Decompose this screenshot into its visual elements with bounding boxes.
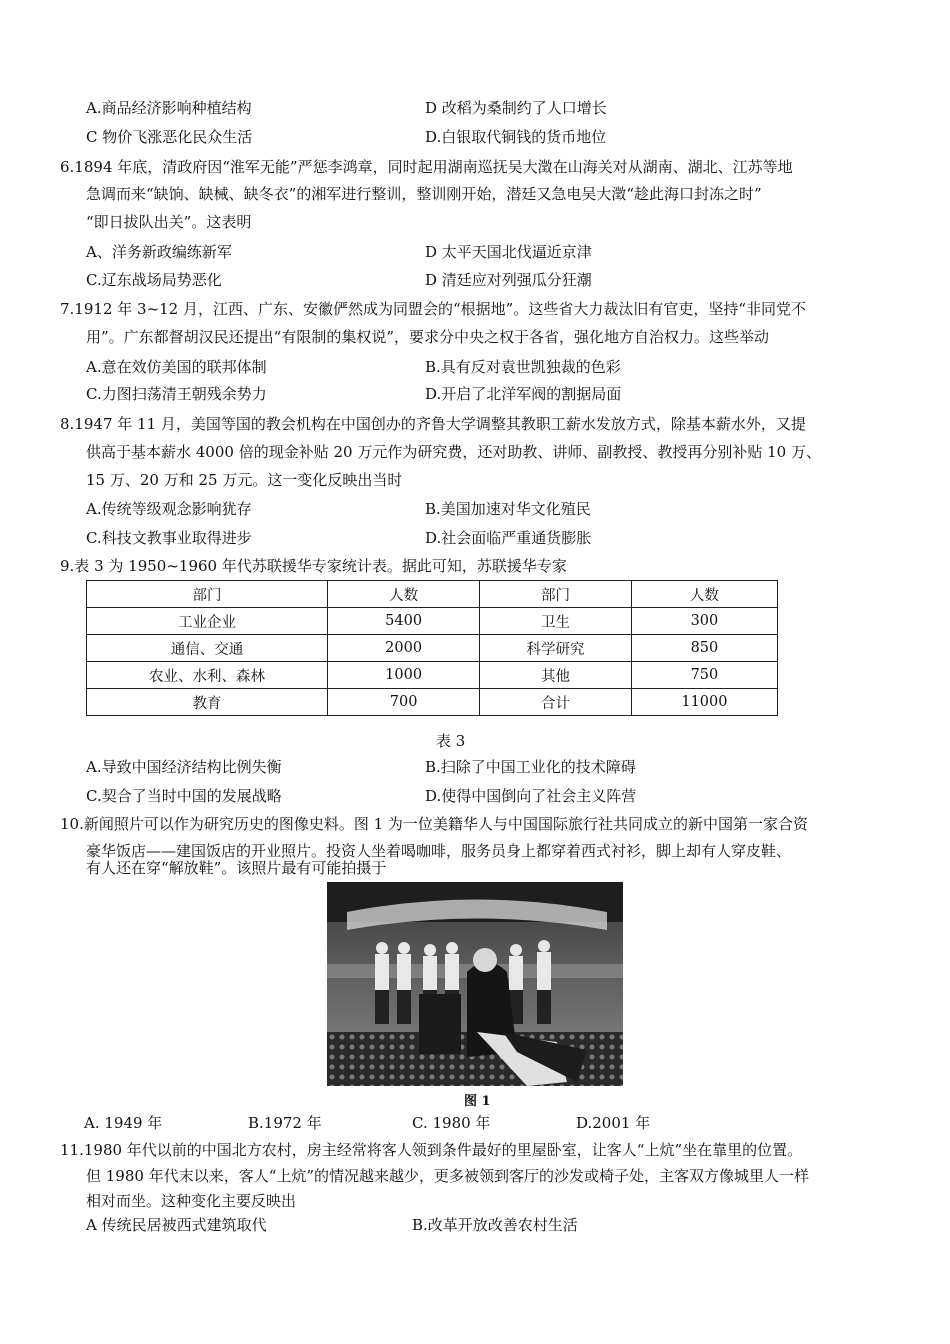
q5-option-c: C 物价飞涨恶化民众生活 <box>86 128 253 146</box>
q7-option-a: A.意在效仿美国的联邦体制 <box>86 358 267 376</box>
q11-stem-line-3: 相对而坐。这种变化主要反映出 <box>86 1192 297 1210</box>
q7-stem-line-1: 7.1912 年 3~12 月，江西、广东、安徽俨然成为同盟会的“根据地”。这些省大力裁汰旧有官吏，坚持“非同党不 <box>60 300 806 318</box>
q6-stem-line-2: 急调而来“缺饷、缺械、缺冬衣”的湘军进行整训，整训刚开始，潜廷又急电吴大澂“趁此海口封冻之时” <box>86 185 762 203</box>
q7-option-d: D.开启了北洋军阀的割据局面 <box>425 385 622 403</box>
table-cell: 教育 <box>87 689 328 716</box>
photo-illustration <box>327 882 623 1086</box>
q8-option-d: D.社会面临严重通货膨胀 <box>425 529 592 547</box>
table-row <box>87 608 778 635</box>
q10-option-c: C. 1980 年 <box>412 1114 491 1132</box>
table-cell: 其他 <box>480 662 632 689</box>
q7-stem-line-2: 用”。广东都督胡汉民还提出“有限制的集权说”，要求分中央之权于各省，强化地方自治权力。这些举动 <box>86 328 770 346</box>
table-cell: 750 <box>631 662 777 689</box>
table-cell: 合计 <box>480 689 632 716</box>
q6-option-d: D 清廷应对列强瓜分狂潮 <box>425 271 592 289</box>
q6-stem-line-1: 6.1894 年底，清政府因“淮军无能”严惩李鸿章，同时起用湖南巡抚吴大澂在山海关对从湖南、湖北、江苏等地 <box>60 158 793 176</box>
q11-option-b: B.改革开放改善农村生活 <box>412 1216 578 1234</box>
table-cell: 农业、水利、森林 <box>87 662 328 689</box>
table-cell: 5400 <box>328 608 480 635</box>
q10-option-a: A. 1949 年 <box>84 1114 163 1132</box>
table-cell: 700 <box>328 689 480 716</box>
q5-option-d: D.白银取代铜钱的货币地位 <box>425 128 607 146</box>
q6-option-a: A、洋务新政编练新军 <box>86 243 232 261</box>
q10-stem-line-1: 10.新闻照片可以作为研究历史的图像史料。图 1 为一位美籍华人与中国国际旅行社共同成立的新中国第一家合资 <box>60 815 808 833</box>
table-header-cell: 人数 <box>631 581 777 608</box>
q9-option-d: D.使得中国倒向了社会主义阵营 <box>425 787 637 805</box>
q5-option-a: A.商品经济影响种植结构 <box>86 99 252 117</box>
q9-option-c: C.契合了当时中国的发展战略 <box>86 787 282 805</box>
table-cell: 300 <box>631 608 777 635</box>
q8-option-c: C.科技文教事业取得进步 <box>86 529 252 547</box>
q8-option-a: A.传统等级观念影响犹存 <box>86 500 252 518</box>
q8-stem-line-1: 8.1947 年 11 月，美国等国的教会机构在中国创办的齐鲁大学调整其教职工薪水发放方式，除基本薪水外，又提 <box>60 415 806 433</box>
table-cell: 850 <box>631 635 777 662</box>
q6-stem-line-3: “即日拔队出关”。这表明 <box>86 213 252 231</box>
q8-option-b: B.美国加速对华文化殖民 <box>425 500 591 518</box>
table-cell: 11000 <box>631 689 777 716</box>
q10-option-b: B.1972 年 <box>248 1114 322 1132</box>
q8-stem-line-2: 供高于基本薪水 4000 倍的现金补贴 20 万元作为研究费，还对助教、讲师、副教授、教授再分别补贴 10 万、 <box>86 443 821 461</box>
table-cell: 工业企业 <box>87 608 328 635</box>
q10-stem-line-3: 有人还在穿“解放鞋”。该照片最有可能拍摄于 <box>86 859 387 877</box>
q11-option-a: A 传统民居被西式建筑取代 <box>86 1216 267 1234</box>
table-header-cell: 人数 <box>328 581 480 608</box>
q11-stem-line-2: 但 1980 年代末以来，客人“上炕”的情况越来越少，更多被领到客厅的沙发或椅子处，主客双方像城里人一样 <box>86 1167 810 1185</box>
q6-option-c: C.辽东战场局势恶化 <box>86 271 222 289</box>
table-row <box>87 662 778 689</box>
table-header-cell: 部门 <box>480 581 632 608</box>
q8-stem-line-3: 15 万、20 万和 25 万元。这一变化反映出当时 <box>86 471 403 489</box>
table-cell: 卫生 <box>480 608 632 635</box>
table-caption: 表 3 <box>436 732 466 750</box>
q7-option-b: B.具有反对袁世凯独裁的色彩 <box>425 358 621 376</box>
q7-option-c: C.力图扫荡清王朝残余势力 <box>86 385 267 403</box>
q6-option-b: D 太平天国北伐逼近京津 <box>425 243 592 261</box>
q9-option-a: A.导致中国经济结构比例失衡 <box>86 758 282 776</box>
q11-stem-line-1: 11.1980 年代以前的中国北方农村，房主经常将客人领到条件最好的里屋卧室，让客人“上炕”坐在靠里的位置。 <box>60 1141 803 1159</box>
table-cell: 1000 <box>328 662 480 689</box>
q9-option-b: B.扫除了中国工业化的技术障碍 <box>425 758 636 776</box>
q5-option-b: D 改稻为桑制约了人口增长 <box>425 99 607 117</box>
q10-stem-line-2: 豪华饭店——建国饭店的开业照片。投资人坐着喝咖啡，服务员身上都穿着西式衬衫，脚上却有人穿皮鞋、 <box>86 842 792 860</box>
table-cell: 2000 <box>328 635 480 662</box>
q10-option-d: D.2001 年 <box>576 1114 651 1132</box>
table-header-cell: 部门 <box>87 581 328 608</box>
table-row <box>87 635 778 662</box>
table-cell: 通信、交通 <box>87 635 328 662</box>
table-header-row <box>87 581 778 608</box>
hotel-opening-photo <box>327 882 623 1086</box>
table-row <box>87 689 778 716</box>
figure-caption: 图 1 <box>464 1094 491 1109</box>
soviet-experts-table <box>86 580 778 716</box>
q9-stem: 9.表 3 为 1950~1960 年代苏联援华专家统计表。据此可知，苏联援华专家 <box>60 557 567 575</box>
table-cell: 科学研究 <box>480 635 632 662</box>
